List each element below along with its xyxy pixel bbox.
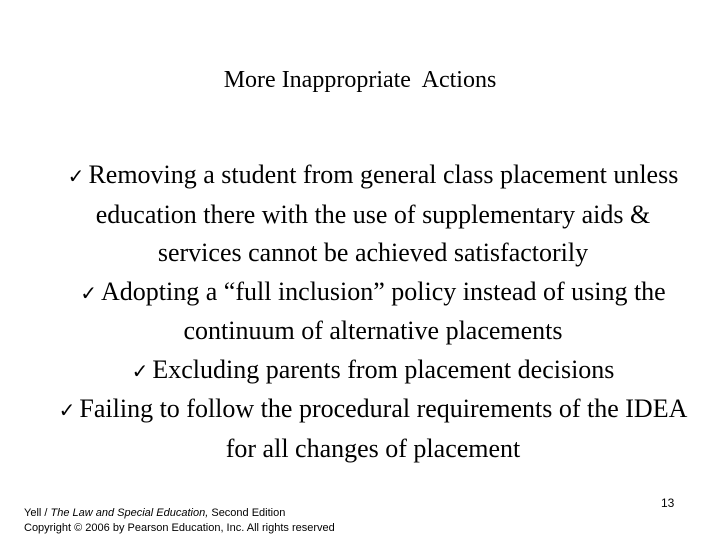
- bullet-text: Failing to follow the procedural requirements of the IDEA for all changes of placement: [79, 394, 688, 463]
- check-mark-icon: ✓: [67, 164, 85, 188]
- citation-line: [24, 506, 335, 521]
- bullet-text: Removing a student from general class placement unless education there with the use of supplementary aids & services cannot be achieved satisfactorily: [88, 160, 679, 267]
- bullet-item: [56, 156, 690, 273]
- bullet-text: Adopting a “full inclusion” policy instead of using the continuum of alternative placements: [101, 276, 666, 345]
- bullet-item: [56, 351, 690, 391]
- bullet-item: [56, 390, 690, 468]
- copyright-notice: Copyright © 2006 by Pearson Education, Inc. All rights reserved: [24, 522, 335, 534]
- citation-book-title: The Law and Special Education,: [50, 507, 209, 519]
- bullet-text: Excluding parents from placement decisions: [152, 354, 615, 384]
- check-mark-icon: ✓: [80, 280, 98, 305]
- citation-author: Yell /: [24, 507, 51, 519]
- citation-edition: Second Edition: [208, 507, 286, 519]
- bullet-list: [56, 156, 690, 468]
- check-mark-icon: ✓: [131, 358, 149, 383]
- bullet-item: [56, 273, 690, 351]
- slide-title: More Inappropriate Actions: [223, 67, 497, 93]
- page-number: 13: [661, 496, 675, 510]
- check-mark-icon: ✓: [58, 398, 76, 422]
- footer-citation: [24, 506, 335, 536]
